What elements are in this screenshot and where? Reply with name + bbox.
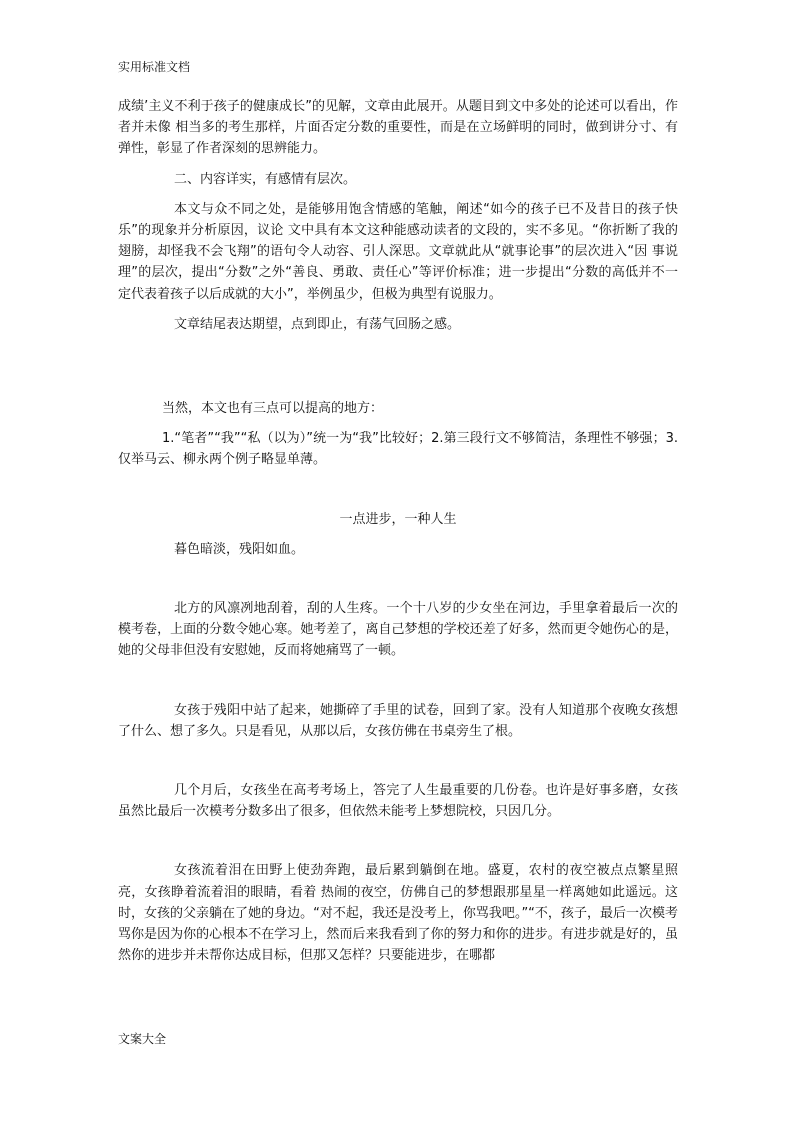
- paragraph: 女孩于残阳中站了起来，她撕碎了手里的试卷，回到了家。没有人知道那个夜晚女孩想了什么、想了多久。只是看见，从那以后，女孩仿佛在书桌旁生了根。: [118, 702, 678, 739]
- paragraph: 当然，本文也有三点可以提高的地方：: [162, 401, 384, 417]
- document-body: [118, 96, 678, 966]
- essay-title: 一点进步，一种人生: [339, 511, 457, 527]
- paragraph: 文章结尾表达期望，点到即止，有荡气回肠之感。: [174, 316, 461, 332]
- paragraph: 1.“笔者”“我”“私（以为）”统一为“我”比较好；2.第三段行文不够简洁，条理性不够强；3.仅举马云、柳永两个例子略显单薄。: [118, 431, 678, 468]
- paragraph: 几个月后，女孩坐在高考考场上，答完了人生最重要的几份卷。也许是好事多磨，女孩虽然比最后一次模考分数多出了很多，但依然未能考上梦想院校，只因几分。: [118, 783, 678, 820]
- page-header: 实用标准文档: [118, 60, 191, 74]
- paragraph: 女孩流着泪在田野上使劲奔跑，最后累到躺倒在地。盛夏，农村的夜空被点点繁星照亮，女孩睁着流着泪的眼睛，看着 热闹的夜空，仿佛自己的梦想跟那星星一样离她如此遥远。这时，女孩的父亲躺在了她的身边。“对不起，我还是没考上，你骂我吧。”“不，孩子，最后一次模考骂你是因为你的心根本不在学习上，然而后来我看到了你的努力和你的进步。有进步就是好的，虽然你的进步并未帮你达成目标，但那又怎样？只要能进步，在哪都: [118, 863, 678, 964]
- paragraph: 本文与众不同之处，是能够用饱含情感的笔触，阐述“如今的孩子已不及昔日的孩子快乐”的现象并分析原因，议论 文中具有本文这种能感动读者的文段的，实不多见。“你折断了我的翅膀，却怪我不会飞翔”的语句令人动容、引人深思。文章就此从“就事论事”的层次进入“因 事说理”的层次，提出“分数”之外“善良、勇敢、责任心”等评价标准；进一步提出“分数的高低并不一定代表着孩子以后成就的大小”，举例虽少，但极为典型有说服力。: [118, 201, 678, 302]
- section-heading: 二、内容详实，有感情有层次。: [174, 171, 357, 187]
- paragraph: 北方的风凛冽地刮着，刮的人生疼。一个十八岁的少女坐在河边，手里拿着最后一次的模考卷，上面的分数令她心寒。她考差了，离自己梦想的学校还差了好多，然而更令她伤心的是，她的父母非但没有安慰她，反而将她痛骂了一顿。: [118, 601, 678, 659]
- paragraph: 暮色暗淡，残阳如血。: [174, 541, 305, 557]
- page-footer: 文案大全: [118, 1032, 167, 1046]
- paragraph: 成绩’主义不利于孩子的健康成长”的见解，文章由此展开。从题目到文中多处的论述可以看出，作者并未像 相当多的考生那样，片面否定分数的重要性，而是在立场鲜明的同时，做到讲分寸、有弹性，彰显了作者深刻的思辨能力。: [118, 99, 678, 157]
